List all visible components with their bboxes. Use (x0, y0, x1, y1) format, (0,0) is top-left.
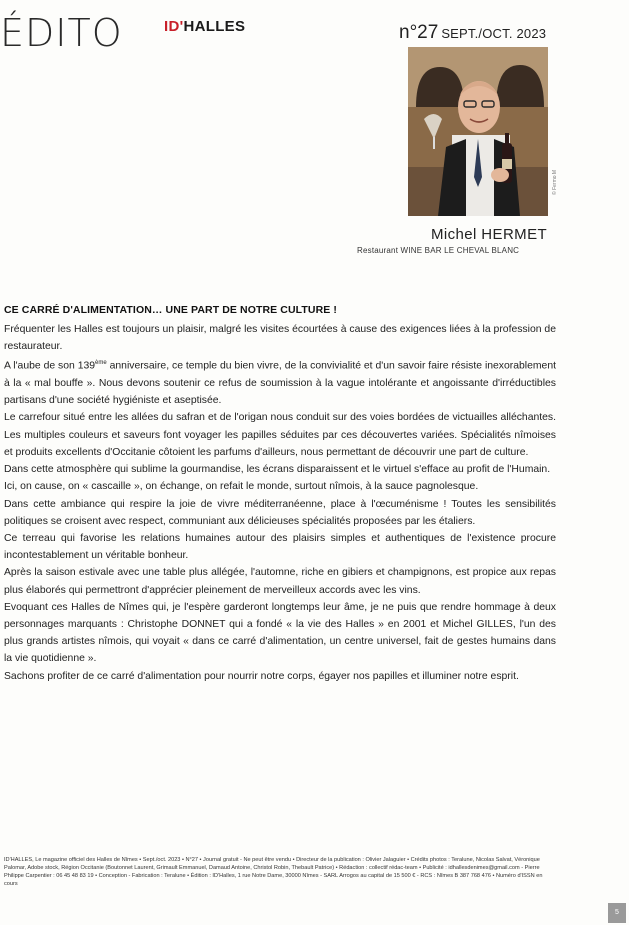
portrait-photo (408, 47, 548, 216)
issue-date: SEPT./OCT. 2023 (441, 26, 547, 41)
paragraph-6: Dans cette ambiance qui respire la joie de vivre méditerranéenne, place à l'œcuménisme ! Toutes les sensibilités politiques se croisent avec respect, communiant aux délicieuses spécialités proposées par les étaliers. (4, 498, 556, 527)
person-role: Restaurant WINE BAR LE CHEVAL BLANC (357, 246, 520, 255)
article (4, 304, 556, 685)
brand-halles: HALLES (183, 18, 246, 35)
photo-credit: © Fermo M (552, 169, 558, 195)
paragraph-5: Ici, on cause, on « cascaille », on échange, on refait le monde, surtout nîmois, à la sauce pagnolesque. (4, 481, 479, 493)
paragraph-2 (4, 355, 556, 409)
page-number: 5 (608, 903, 626, 923)
paragraph-2-end: anniversaire, ce temple du bien vivre, de la convivialité et d'un savoir faire résiste inexorablement à la « mal bouffe ». Nous devons soutenir ce refus de soumission à la vague intolérante et angoissante d'irréductibles partisans d'une société hygiéniste et aseptisée. (4, 360, 556, 407)
brand-id: ID' (164, 18, 184, 35)
paragraph-2-start: A l'aube de son 139 (4, 360, 96, 372)
paragraph-8: Après la saison estivale avec une table plus allégée, l'automne, riche en gibiers et champignons, est propice aux repas plus élaborés qui permettront d'apprécier pleinement de merveilleux accords avec les vins. (4, 567, 556, 596)
paragraph-10: Sachons profiter de ce carré d'alimentation pour nourrir notre corps, égayer nos papilles et illuminer notre esprit. (4, 670, 519, 682)
paragraph-7: Ce terreau qui favorise les relations humaines autour des plaisirs simples et authentiques de l'existence procure incontestablement un véritable bonheur. (4, 532, 556, 562)
paragraph-3: Le carrefour situé entre les allées du safran et de l'origan nous conduit sur des voies bordées de victuailles alléchantes. Les multiples couleurs et saveurs font voyager les papilles séduites par ces découvertes variées. Spécialités nîmoises et produits excellents d'Occitanie côtoient les parfums d'ailleurs, nous permettant de découvrir une part de culture. (4, 412, 556, 458)
issue-number: n°27 (399, 22, 439, 43)
paragraph-1: Fréquenter les Halles est toujours un plaisir, malgré les visites écourtées à cause des exigences liées à la profession de restaurateur. (4, 324, 556, 353)
person-name: Michel HERMET (431, 226, 548, 243)
article-headline: CE CARRÉ D'ALIMENTATION… UNE PART DE NOTRE CULTURE ! (4, 304, 337, 316)
edito-title: ÉDITO (0, 11, 123, 55)
paragraph-9: Evoquant ces Halles de Nîmes qui, je l'espère garderont longtemps leur âme, je ne puis que rendre hommage à deux personnages marquants : Christophe DONNET qui a fondé « la vie des Halles » en 2001 et Michel GILLES, l'un des plus grands artistes nîmois, qui voyait « dans ce carré d'alimentation, un centre universel, fait de gestes humains dans la vie quotidienne ». (4, 601, 556, 665)
paragraph-2-sup: ème (95, 360, 107, 367)
issue-info (399, 22, 546, 44)
brand-logo (164, 18, 245, 36)
footer-colophon: ID'HALLES, Le magazine officiel des Halles de Nîmes • Sept./oct. 2023 • N°27 • Journal gratuit - Ne peut être vendu • Directeur de la publication : Olivier Jalaguier • Crédits photos : Teralune, Nicolas Salvat, Véronique Palomar, Adobe stock, Région Occitanie (Boutonnet Laurent, Grimault Emmanuel, Damaud Antoine, Christol Robin, Thebault Patrice) • Rédaction : collectif rédac-team • Publicité : idhallesdenimes@gmail.com - Pierre Philippe Carpentier : 06 45 48 83 19 • Conception - Fabrication : Teralune • Édition : ID'Halles, 1 rue Notre Dame, 30000 Nîmes - SARL Arrogos au capital de 15 500 € - RCS : Nîmes B 387 768 476 • Numéro d'ISSN en cours (4, 857, 543, 887)
paragraph-4: Dans cette atmosphère qui sublime la gourmandise, les écrans disparaissent et le virtuel s'efface au profit de l'Humain. (4, 464, 551, 476)
